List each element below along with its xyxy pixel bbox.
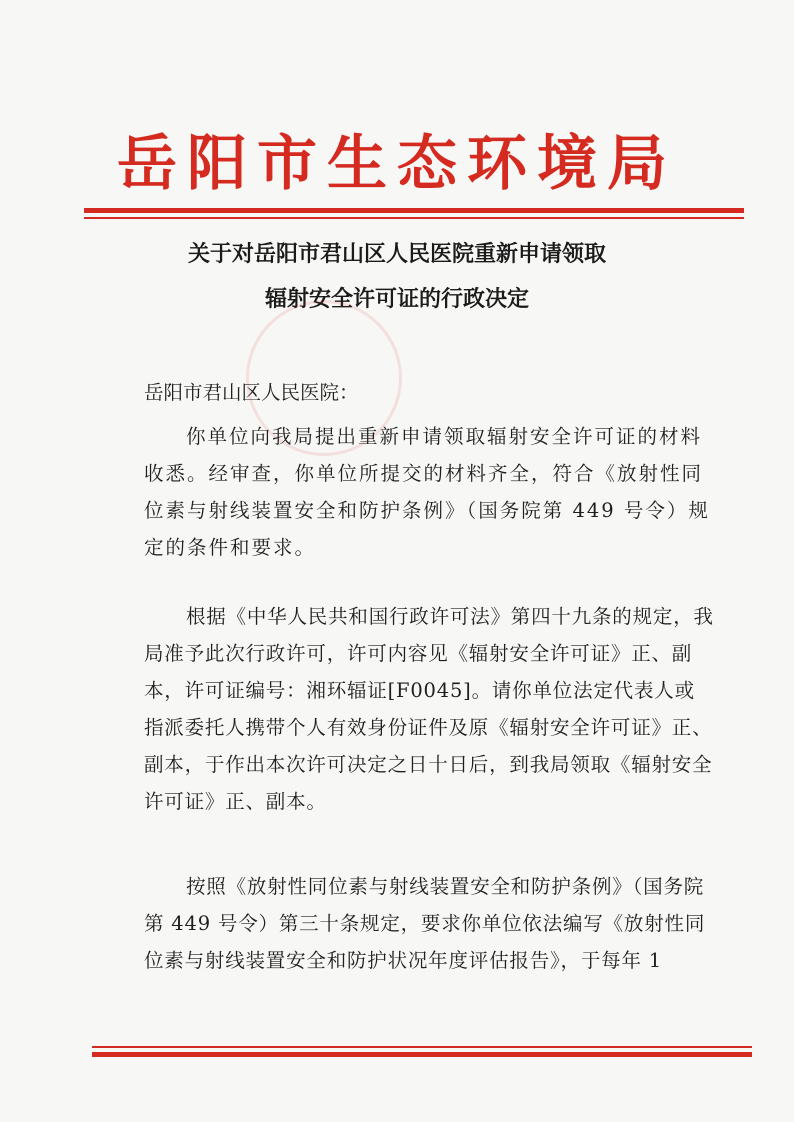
letterhead-organization: 岳阳市生态环境局 xyxy=(117,129,677,199)
paragraph-1: 你单位向我局提出重新申请领取辐射安全许可证的材料收悉。经审查，你单位所提交的材料齐全，符合《放射性同位素与射线装置安全和防护条例》（国务院第 449 号令）规定的条件和要求。 xyxy=(144,425,710,559)
letterhead-rule-thick xyxy=(84,208,744,213)
salutation: 岳阳市君山区人民医院： xyxy=(144,381,359,404)
letterhead-rule-thin xyxy=(84,217,744,219)
paragraph-3: 按照《放射性同位素与射线装置安全和防护条例》（国务院第 449 号令）第三十条规定，要求你单位依法编写《放射性同位素与射线装置安全和防护状况年度评估报告》，于每年 1 xyxy=(144,875,706,972)
footer-rule-thin xyxy=(92,1046,752,1048)
document-title-line2: 辐射安全许可证的行政决定 xyxy=(264,287,529,312)
footer-rule-thick xyxy=(92,1052,752,1057)
document-title-line1: 关于对岳阳市君山区人民医院重新申请领取 xyxy=(187,242,606,267)
paragraph-2: 根据《中华人民共和国行政许可法》第四十九条的规定，我局准予此次行政许可，许可内容见《辐射安全许可证》正、副本，许可证编号：湘环辐证[F0045]。请你单位法定代表人或指派委托人携带个人有效身份证件及原《辐射安全许可证》正、副本，于作出本次许可决定之日十日后，到我局领取《辐射安全许可证》正、副本。 xyxy=(144,605,714,813)
